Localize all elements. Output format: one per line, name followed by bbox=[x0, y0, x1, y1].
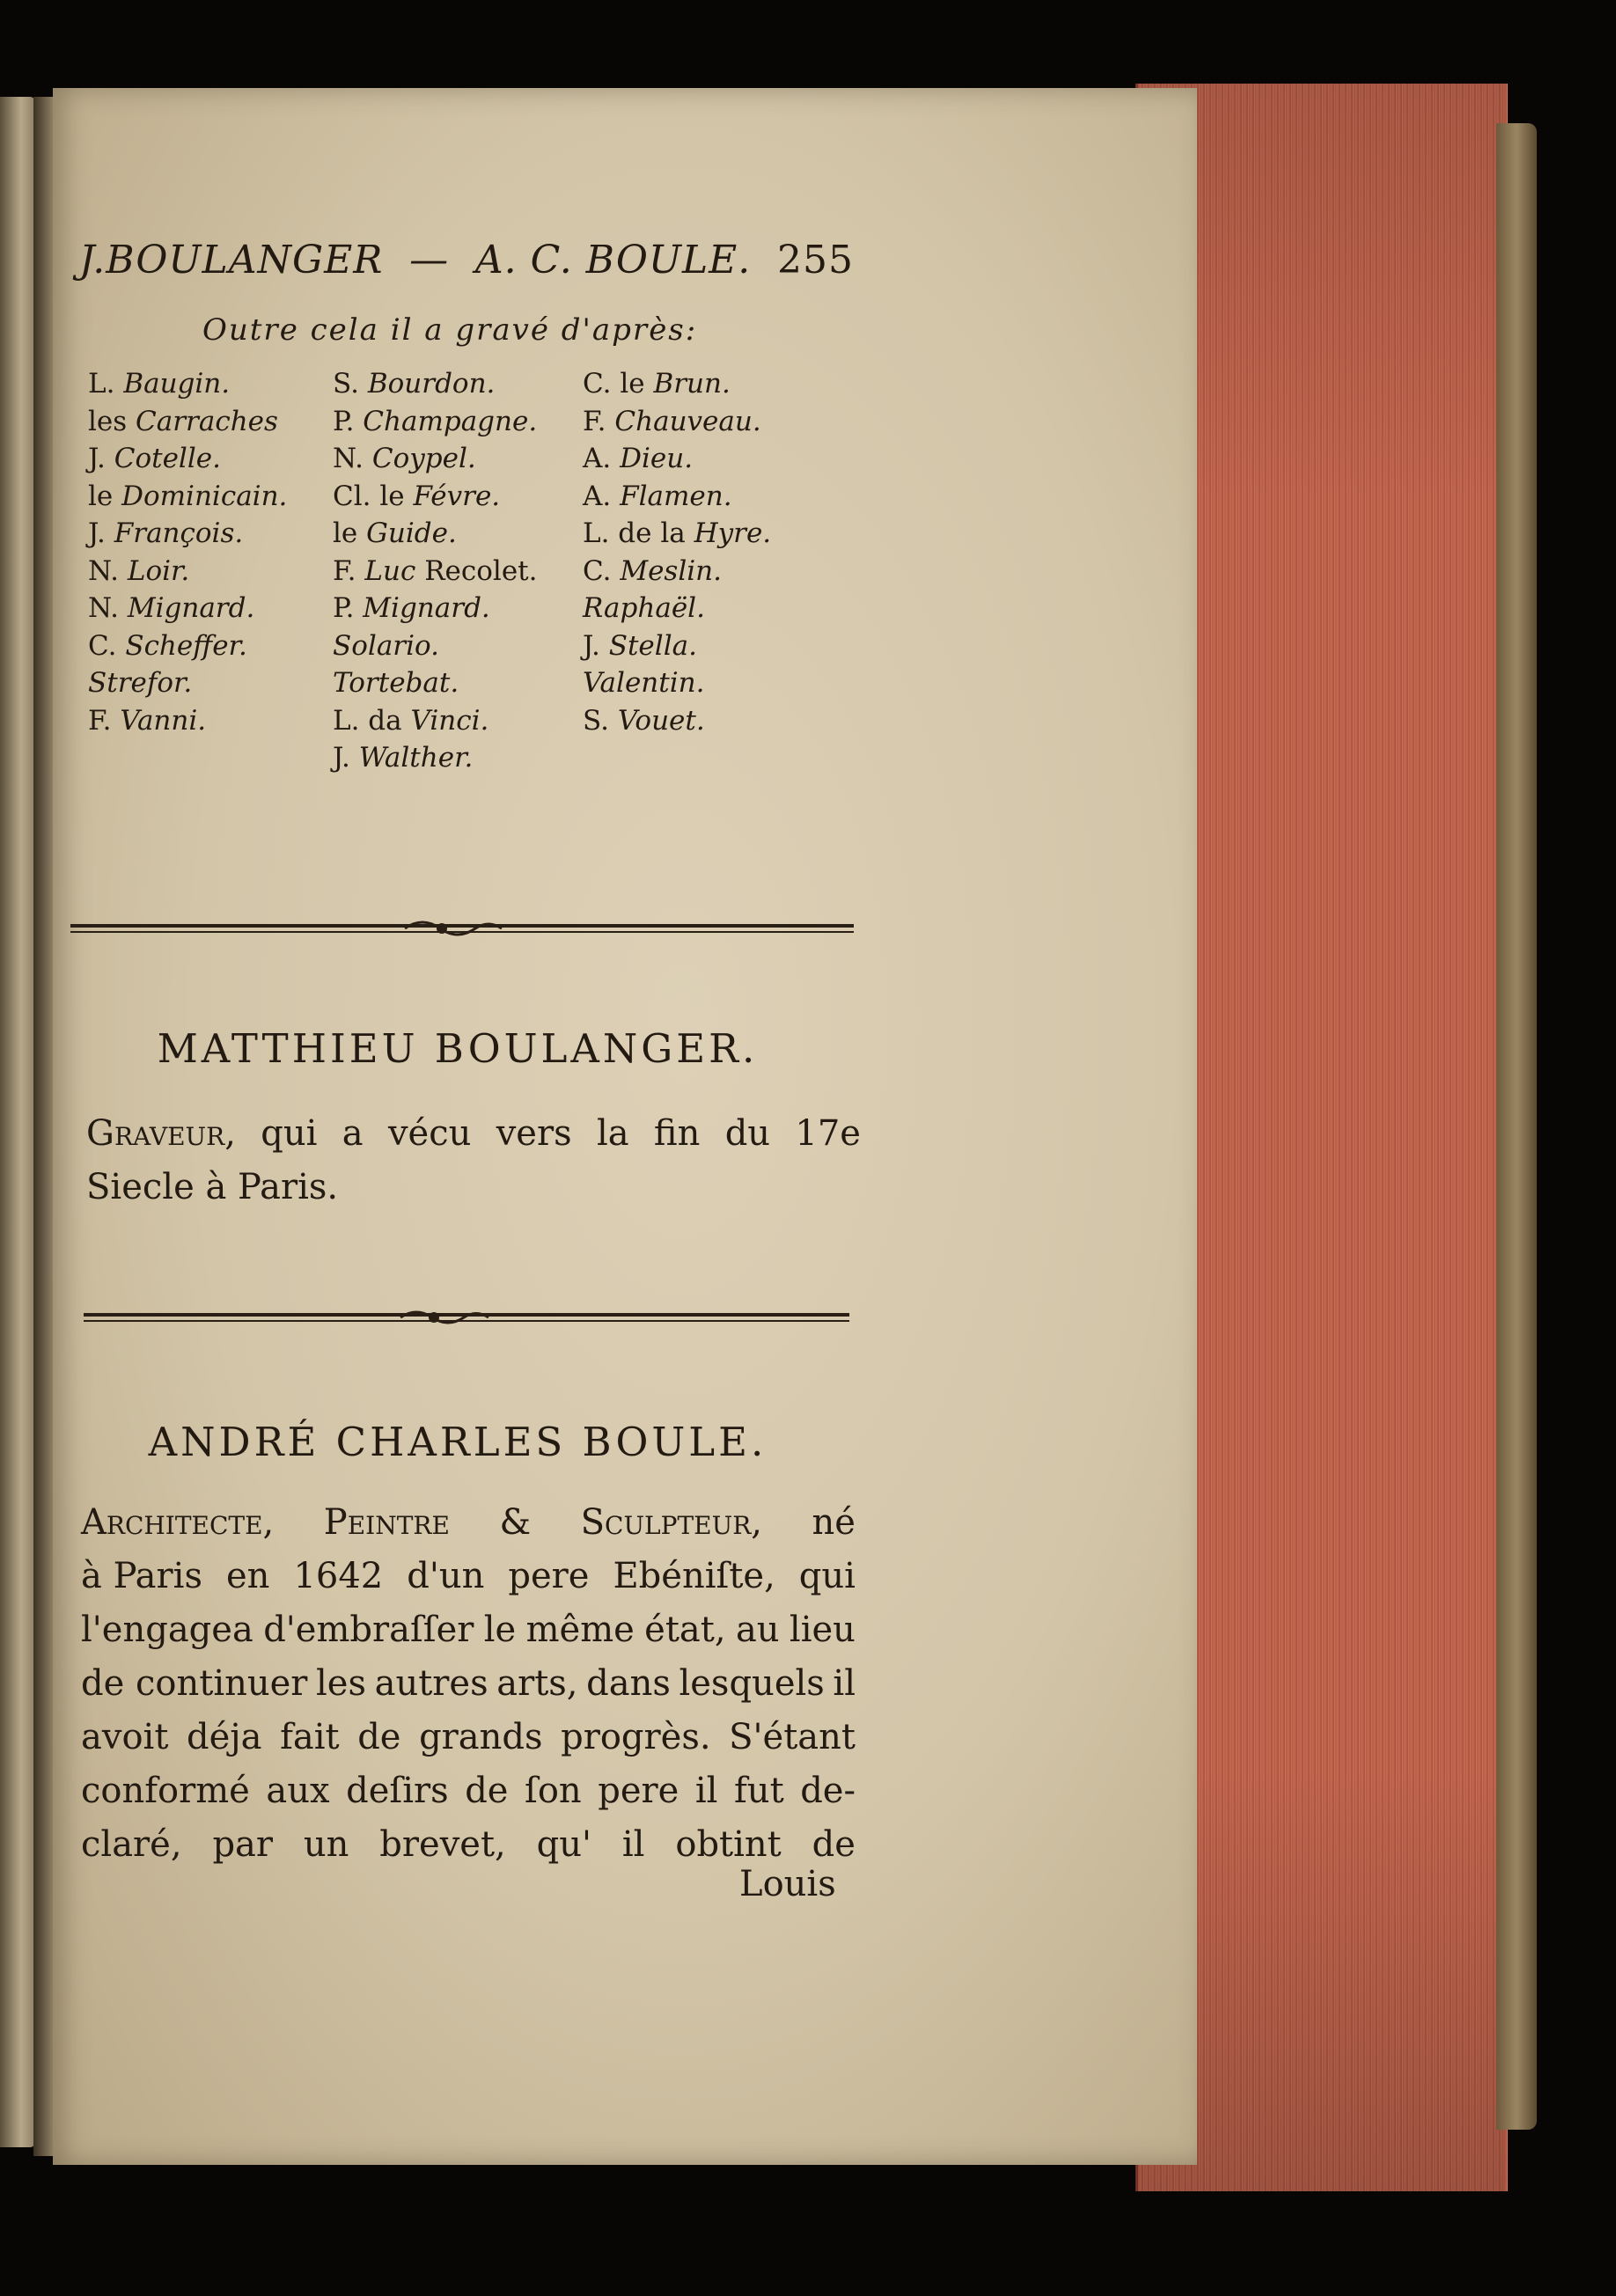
engraver-entry: Strefor. bbox=[88, 667, 193, 699]
engraver-entry: J. François. bbox=[88, 517, 244, 549]
engraver-entry: J. Walther. bbox=[333, 742, 474, 774]
engraver-entry: P. Champagne. bbox=[333, 405, 538, 437]
engraver-entry: P. Mignard. bbox=[333, 592, 490, 624]
engraver-entry: F. Vanni. bbox=[88, 704, 207, 737]
engraver-entry: Raphaël. bbox=[583, 592, 705, 624]
engraver-entry: le Guide. bbox=[333, 517, 457, 549]
section-title-boulanger: MATTHIEU BOULANGER. bbox=[157, 1025, 759, 1072]
engraver-entry: C. le Brun. bbox=[583, 368, 731, 400]
header-left: J.BOULANGER bbox=[79, 237, 384, 282]
engraver-entry: J. Stella. bbox=[583, 629, 697, 662]
left-page-edge bbox=[0, 97, 35, 2147]
engraver-entry: le Dominicain. bbox=[88, 480, 288, 512]
catchword: Louis bbox=[739, 1864, 836, 1904]
running-header bbox=[79, 229, 854, 290]
engraver-entry: N. Loir. bbox=[88, 554, 190, 587]
engraver-entry: A. Dieu. bbox=[583, 443, 694, 474]
entry-boulanger: Graveur, qui a vécu vers la fin du 17e Siecle à Paris. bbox=[86, 1107, 861, 1214]
engraver-entry: S. Bourdon. bbox=[333, 368, 496, 400]
engraver-entry: L. Baugin. bbox=[88, 368, 231, 400]
engraver-entry: L. de la Hyre. bbox=[583, 517, 772, 549]
engraver-column-3 bbox=[583, 365, 873, 739]
engraver-entry: F. Luc Recolet. bbox=[333, 554, 538, 587]
engraver-entry: L. da Vinci. bbox=[333, 704, 489, 737]
engraver-entry: C. Meslin. bbox=[583, 554, 722, 587]
engraver-entry: N. Coypel. bbox=[333, 443, 476, 474]
engraver-entry: Cl. le Févre. bbox=[333, 480, 501, 512]
intro-line: Outre cela il a gravé d'après: bbox=[202, 312, 698, 348]
engraver-entry: Valentin. bbox=[583, 667, 705, 699]
engraver-entry: Solario. bbox=[333, 629, 440, 662]
header-dash: — bbox=[409, 237, 450, 282]
engraver-entry: Tortebat. bbox=[333, 667, 459, 699]
engraver-entry: J. Cotelle. bbox=[88, 443, 221, 474]
lead-word: Graveur, bbox=[86, 1113, 236, 1154]
engraver-entry: A. Flamen. bbox=[583, 480, 732, 512]
engraver-entry: C. Scheffer. bbox=[88, 629, 247, 662]
engraver-entry: les Carraches bbox=[88, 405, 278, 437]
engraver-entry: F. Chauveau. bbox=[583, 405, 761, 437]
engraver-entry: N. Mignard. bbox=[88, 592, 255, 624]
engraver-entry: S. Vouet. bbox=[583, 704, 705, 737]
page-number: 255 bbox=[777, 237, 854, 282]
header-right: A. C. BOULE. bbox=[474, 237, 752, 282]
engraver-column-2 bbox=[333, 365, 623, 777]
book-cover-edge bbox=[1496, 123, 1537, 2130]
section-title-boule: ANDRÉ CHARLES BOULE. bbox=[148, 1419, 768, 1465]
entry-boule: Architecte, Peintre & Sculpteur, né à Paris en 1642 d'un pere Ebéniſte, qui l'engagea d'embraſſer le même état, au lieu de continuer les autres arts, dans lesquels il avoit déja fait de grands progrès. S'étant conformé aux deſirs de ſon pere il fut de- claré, par un brevet, qu' il obtint de bbox=[81, 1502, 856, 1865]
ornament-rule bbox=[84, 1304, 849, 1331]
ornament-rule bbox=[70, 915, 854, 942]
